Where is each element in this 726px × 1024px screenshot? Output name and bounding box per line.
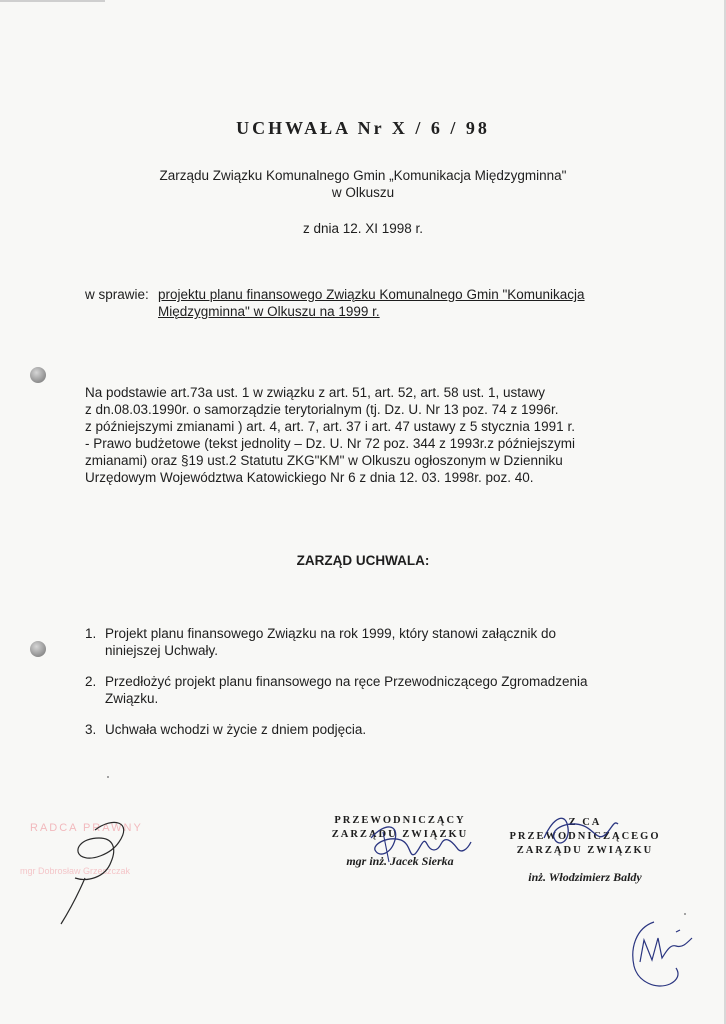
subject-label: w sprawie: [85, 287, 149, 302]
subject-block [85, 286, 585, 320]
basis-line: z dn.08.03.1990r. o samorządzie terytorialnym (tj. Dz. U. Nr 13 poz. 74 z 1996r. [85, 402, 559, 417]
scan-speck [107, 776, 109, 778]
date-line: z dnia 12. XI 1998 r. [302, 221, 424, 236]
chairman-stamp-line-1: PRZEWODNICZĄCY [334, 815, 466, 826]
vice-stamp-line-2: ZARZĄDU ZWIĄZKU [516, 845, 654, 856]
issuer-line-1: Zarządu Związku Komunalnego Gmin „Komunikacja Międzygminna" [159, 168, 567, 183]
basis-line: zmianami) oraz §19 ust.2 Statutu ZKG"KM" w Olkuszu ogłoszonym w Dzienniku [85, 453, 563, 468]
basis-line: Urzędowym Województwa Katowickiego Nr 6 z dnia 12. 03. 1998r. poz. 40. [85, 470, 534, 485]
list-item [85, 721, 665, 738]
legal-counsel-stamp-name: mgr Dobrosław Grzeszczak [20, 866, 131, 876]
vice-stamp-line-1: Z CA PRZEWODNICZĄCEGO [509, 817, 661, 842]
basis-line: - Prawo budżetowe (tekst jednolity – Dz. U. Nr 72 poz. 344 z 1993r.z późniejszymi [85, 436, 575, 451]
list-item [85, 673, 665, 707]
item-text: Przedłożyć projekt planu finansowego na ręce Przewodniczącego Zgromadzenia [105, 674, 588, 689]
resolution-items [85, 625, 665, 752]
chairman-name: mgr inż. Jacek Sierka [346, 854, 454, 868]
item-text: Uchwała wchodzi w życie z dniem podjęcia. [105, 722, 367, 737]
list-item [85, 625, 665, 659]
subject-line-1: projektu planu finansowego Związku Komunalnego Gmin "Komunikacja [158, 287, 585, 302]
basis-line: Na podstawie art.73a ust. 1 w związku z art. 51, art. 52, art. 58 ust. 1, ustawy [85, 385, 545, 400]
legal-counsel-stamp: RADCA PRAWNY [30, 822, 143, 834]
resolution-heading: ZARZĄD UCHWALA: [296, 553, 430, 568]
item-number: 3. [85, 722, 97, 737]
punch-hole-lower [30, 641, 46, 657]
subject-line-2: Międzygminna" w Olkuszu na 1999 r. [158, 304, 380, 319]
resolution-title: UCHWAŁA Nr X / 6 / 98 [236, 118, 490, 138]
item-text: Związku. [105, 691, 159, 706]
vice-chairman-name: inż. Włodzimierz Baldy [528, 870, 642, 884]
legal-basis-paragraph [85, 384, 641, 486]
legal-counsel-signature [55, 808, 145, 928]
vice-chairman-signature [540, 808, 620, 852]
item-text: niniejszej Uchwały. [105, 643, 219, 658]
punch-hole-upper [30, 367, 46, 383]
initials-signature [626, 918, 698, 992]
item-text: Projekt planu finansowego Związku na rok 1999, który stanowi załącznik do [105, 626, 556, 641]
scan-speck [684, 913, 686, 915]
item-number: 1. [85, 626, 97, 641]
scan-edge-top [0, 0, 105, 2]
item-number: 2. [85, 674, 97, 689]
chairman-stamp-line-2: ZARZĄDU ZWIĄZKU [331, 829, 469, 840]
issuer-line-2: w Olkuszu [331, 185, 395, 200]
basis-line: z późniejszymi zmianami ) art. 4, art. 7, art. 37 i art. 47 ustawy z 5 stycznia 1991 r. [85, 419, 575, 434]
chairman-signature [365, 818, 475, 866]
